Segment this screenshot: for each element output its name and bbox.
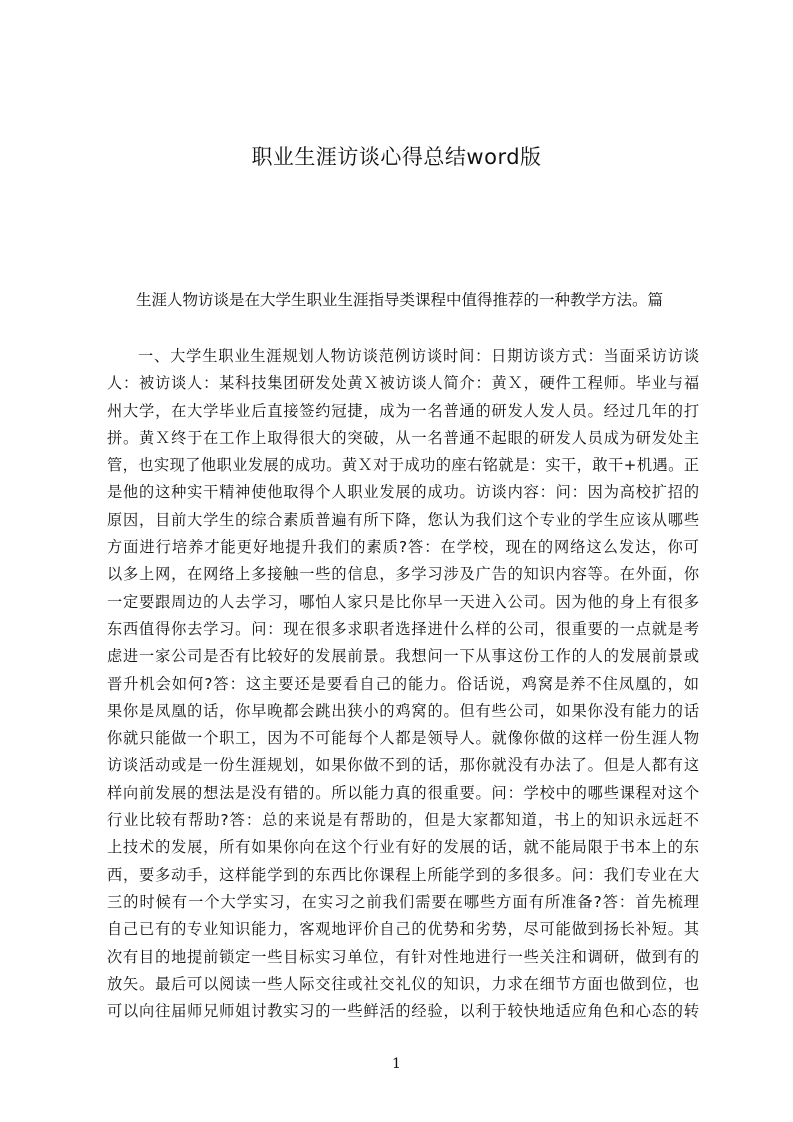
body-line: 果你是凤凰的话，你早晚都会跳出狭小的鸡窝的。但有些公司，如果你没有能力的话 (107, 701, 699, 720)
body-line: 行业比较有帮助?答：总的来说是有帮助的，但是大家都知道，书上的知识永远赶不 (107, 811, 699, 830)
body-line: 州大学，在大学毕业后直接签约冠捷，成为一名普通的研发人发人员。经过几年的打 (107, 401, 699, 420)
body-line: 是他的这种实干精神使他取得个人职业发展的成功。访谈内容：问：因为高校扩招的 (107, 483, 699, 502)
body-line: 人：被访谈人：某科技集团研发处黄Ｘ被访谈人简介：黄Ｘ，硬件工程师。毕业与福 (107, 374, 699, 393)
body-line: 虑进一家公司是否有比较好的发展前景。我想问一下从事这份工作的人的发展前景或 (107, 647, 699, 666)
body-line: 管，也实现了他职业发展的成功。黄Ｘ对于成功的座右铭就是：实干，敢干+机遇。正 (107, 456, 699, 475)
body-line: 拼。黄Ｘ终于在工作上取得很大的突破，从一名普通不起眼的研发人员成为研发处主 (107, 428, 699, 447)
body-line: 西，要多动手，这样能学到的东西比你课程上所能学到的多很多。问：我们专业在大 (107, 865, 699, 884)
body-line: 原因，目前大学生的综合素质普遍有所下降，您认为我们这个专业的学生应该从哪些 (107, 510, 699, 529)
body-paragraph (107, 343, 699, 1033)
body-line: 方面进行培养才能更好地提升我们的素质?答：在学校，现在的网络这么发达，你可 (107, 538, 699, 557)
body-line: 自己已有的专业知识能力，客观地评价自己的优势和劣势，尽可能做到扬长补短。其 (107, 920, 699, 939)
body-line: 一定要跟周边的人去学习，哪怕人家只是比你早一天进入公司。因为他的身上有很多 (107, 592, 699, 611)
body-line: 一、大学生职业生涯规划人物访谈范例访谈时间：日期访谈方式：当面采访访谈 (138, 347, 699, 365)
body-line: 访谈活动或是一份生涯规划，如果你做不到的话，那你就没有办法了。但是人都有这 (107, 756, 699, 775)
body-line: 以多上网，在网络上多接触一些的信息，多学习涉及广告的知识内容等。在外面，你 (107, 565, 699, 584)
body-line: 可以向往届师兄师姐讨教实习的一些鲜活的经验，以利于较快地适应角色和心态的转 (107, 1002, 699, 1021)
body-line: 次有目的地提前锁定一些目标实习单位，有针对性地进行一些关注和调研，做到有的 (107, 947, 699, 966)
body-line: 上技术的发展，所有如果你向在这个行业有好的发展的话，就不能局限于书本上的东 (107, 838, 699, 857)
body-line: 三的时候有一个大学实习，在实习之前我们需要在哪些方面有所准备?答：首先梳理 (107, 892, 699, 911)
body-line: 晋升机会如何?答：这主要还是要看自己的能力。俗话说，鸡窝是养不住凤凰的，如 (107, 674, 699, 693)
document-title: 职业生涯访谈心得总结word版 (251, 145, 542, 169)
body-line: 东西值得你去学习。问：现在很多求职者选择进什么样的公司，很重要的一点就是考 (107, 619, 699, 638)
body-line: 样向前发展的想法是没有错的。所以能力真的很重要。问：学校中的哪些课程对这个 (107, 783, 699, 802)
body-line: 你就只能做一个职工，因为不可能每个人都是领导人。就像你做的这样一份生涯人物 (107, 729, 699, 748)
page-number: 1 (392, 1056, 401, 1072)
document-subtitle: 生涯人物访谈是在大学生职业生涯指导类课程中值得推荐的一种教学方法。篇 (136, 291, 664, 309)
body-line: 放矢。最后可以阅读一些人际交往或社交礼仪的知识，力求在细节方面也做到位，也 (107, 974, 699, 993)
